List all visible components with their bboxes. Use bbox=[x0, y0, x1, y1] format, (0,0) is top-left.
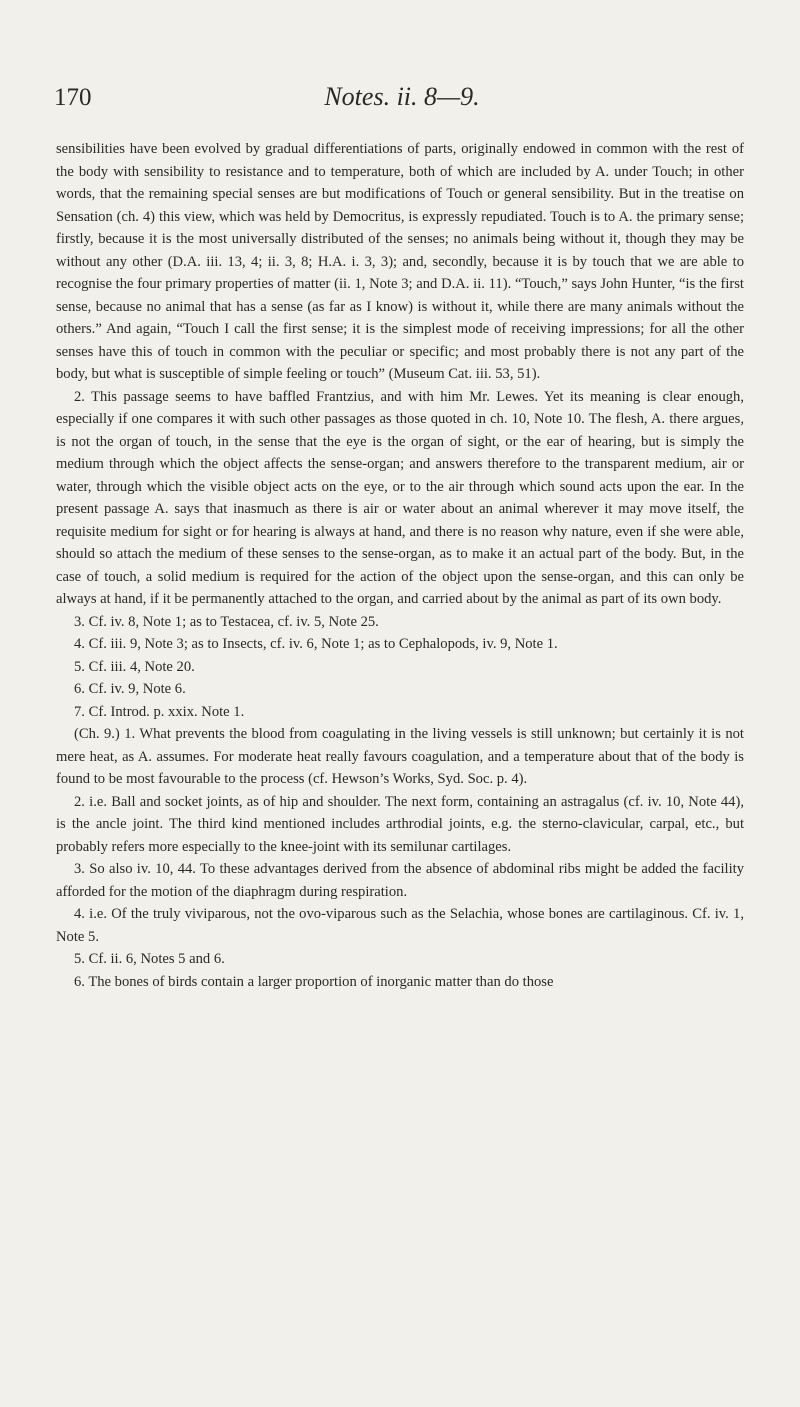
note-3: 3. Cf. iv. 8, Note 1; as to Testacea, cf. iv. 5, Note 25. bbox=[74, 613, 379, 630]
paragraph-continued: sensibilities have been evolved by gradual differentiations of parts, originally endowed in common with the rest of the body with sensibility to resistance and to temperature, both of which are included by A. under Touch; in other words, that the remaining special senses are but modifications of Touch or general sensibility. But in the treatise on Sensation (ch. 4) this view, which was held by Democritus, is expressly repudiated. Touch is to A. the primary sense; firstly, because it is the most universally distributed of the senses; no animals being without it, though they may be without any other (D.A. iii. 13, 4; ii. 3, 8; H.A. i. 3, 3); and, secondly, because it is by touch that we are able to recognise the four primary properties of matter (ii. 1, Note 3; and D.A. ii. 11). “Touch,” says John Hunter, “is the first sense, because no animal that has a sense (as far as I know) is without it, while there are many animals without the others.” And again, “Touch I call the first sense; it is the simplest mode of receiving impressions; for all the other senses have this of touch in common with the peculiar or specific; and most probably there is not any part of the body, but what is susceptible of simple feeling or touch” (Museum Cat. iii. 53, 51). bbox=[56, 141, 744, 382]
note-4: 4. Cf. iii. 9, Note 3; as to Insects, cf. iv. 6, Note 1; as to Cephalopods, iv. 9, Note 1. bbox=[74, 636, 558, 652]
chapter-9-note-3: 3. So also iv. 10, 44. To these advantages derived from the absence of abdominal ribs might be added the facility afforded for the motion of the diaphragm during respiration. bbox=[56, 861, 744, 900]
page-header bbox=[52, 76, 752, 116]
note-2-paragraph: 2. This passage seems to have baffled Frantzius, and with him Mr. Lewes. Yet its meaning is clear enough, especially if one compares it with such other passages as those quoted in ch. 10, Note 10. The flesh, A. there argues, is not the organ of touch, in the sense that the eye is the organ of sight, or the ear of hearing, but is simply the medium through which the object affects the sense-organ; and answers therefore to the transparent medium, air or water, through which the visible object acts on the eye, or to the air through which sound acts upon the ear. In the present passage A. says that inasmuch as there is air or water about an animal wherever it may move itself, the requisite medium for sight or for hearing is always at hand, and there is no reason why nature, even if she were able, should so attach the medium of these senses to the sense-organ, as to make it an actual part of the body. But, in the case of touch, a solid medium is required for the action of the object upon the sense-organ, and this can only be always at hand, if it be permanently attached to the organ, and carried about by the animal as part of its own body. bbox=[56, 388, 744, 607]
running-head: Notes. ii. 8—9. bbox=[324, 82, 480, 111]
chapter-9-note-4: 4. i.e. Of the truly viviparous, not the ovo-viparous such as the Selachia, whose bones are cartilaginous. Cf. iv. 1, Note 5. bbox=[56, 906, 744, 945]
chapter-9-note-2: 2. i.e. Ball and socket joints, as of hip and shoulder. The next form, containing an astragalus (cf. iv. 10, Note 44), is the ancle joint. The third kind mentioned includes arthrodial joints, e.g. the sterno-clavicular, carpal, etc., but probably refers more especially to the knee-joint with its semilunar cartilages. bbox=[56, 793, 744, 855]
page-number: 170 bbox=[54, 84, 92, 111]
chapter-9-note-1: (Ch. 9.) 1. What prevents the blood from coagulating in the living vessels is still unknown; but certainly it is not mere heat, as A. assumes. For moderate heat really favours coagulation, and a temperature about that of the body is found to be most favourable to the process (cf. Hewson’s Works, Syd. Soc. p. 4). bbox=[56, 726, 744, 787]
note-7: 7. Cf. Introd. p. xxix. Note 1. bbox=[74, 703, 245, 720]
chapter-9-note-6: 6. The bones of birds contain a larger proportion of inorganic matter than do those bbox=[74, 973, 554, 990]
chapter-9-note-5: 5. Cf. ii. 6, Notes 5 and 6. bbox=[74, 951, 225, 967]
note-6: 6. Cf. iv. 9, Note 6. bbox=[74, 681, 186, 697]
page-body bbox=[56, 138, 744, 993]
note-5: 5. Cf. iii. 4, Note 20. bbox=[74, 658, 195, 675]
